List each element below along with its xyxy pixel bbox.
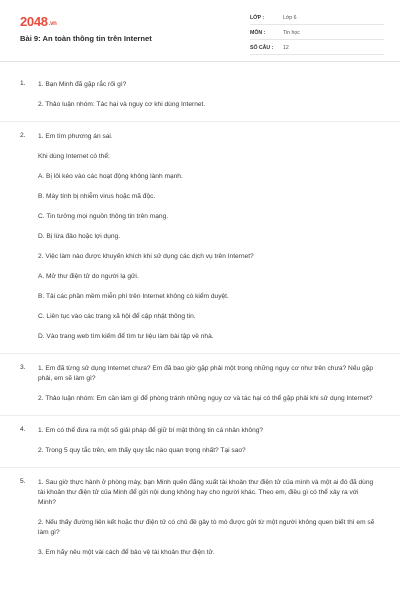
question-block [0,122,400,354]
meta-value: Lớp 6 [283,15,297,21]
question-line: C. Tin tưởng mọi nguồn thông tin trên mạng. [38,213,169,220]
question-list [0,70,400,569]
logo-tld: .vn [48,21,57,27]
question-body [38,478,376,558]
question-line: B. Tải các phần mềm miễn phí trên Internet không có kiểm duyệt. [38,293,229,300]
question-block [0,70,400,122]
meta-row-count [250,42,384,55]
question-number: 3. [20,364,26,371]
question-line: 2. Thảo luận nhóm: Em cần làm gì để phòng tránh những nguy cơ và tác hại có thể gặp phải khi sử dụng Internet? [38,395,373,402]
question-line: B. Máy tính bị nhiễm virus hoặc mã độc. [38,193,156,200]
question-line: 2. Việc làm nào được khuyến khích khi sử dụng các dịch vụ trên Internet? [38,253,254,260]
question-body [38,132,376,342]
question-number: 2. [20,132,26,139]
meta-table [250,12,384,57]
page-title: Bài 9: An toàn thông tin trên Internet [20,34,152,43]
question-line: Khi dùng Internet có thể: [38,153,110,160]
question-line: 1. Em có thể đưa ra một số giải pháp để giữ bí mật thông tin cá nhân không? [38,427,264,434]
page-header [0,0,400,62]
question-line: A. Bị lôi kéo vào các hoạt động không lành mạnh. [38,173,183,180]
question-number: 5. [20,478,26,485]
question-line: D. Vào trang web tìm kiếm để tìm tư liệu làm bài tập về nhà. [38,333,214,340]
question-line: C. Liên tục vào các trang xã hội để cập nhật thông tin. [38,313,196,320]
meta-key: SỐ CÂU : [250,45,274,51]
question-block [0,416,400,468]
question-line: 1. Em đã từng sử dụng Internet chưa? Em đã bao giờ gặp phải một trong những nguy cơ như trên chưa? Nếu gặp phải, em sẽ làm gì? [38,365,373,382]
logo-text: 2048 [20,14,48,29]
question-line: 2. Thảo luận nhóm: Tác hại và nguy cơ khi dùng Internet. [38,101,206,108]
question-body [38,426,376,456]
question-line: A. Mở thư điện tử do người lạ gửi. [38,273,139,280]
question-body [38,364,376,404]
question-line: 3. Em hãy nêu một vài cách để bảo vệ tài khoản thư điện tử. [38,549,215,556]
site-logo[interactable] [20,14,57,29]
question-line: 1. Bạn Minh đã gặp rắc rối gì? [38,81,127,88]
meta-key: LỚP : [250,15,265,21]
meta-row-grade [250,12,384,25]
question-line: 2. Nếu thấy đường liên kết hoặc thư điện tử có chủ đề gây tò mò được gửi từ một người không quen biết thì em sẽ làm gì? [38,519,375,536]
question-body [38,80,376,110]
meta-value: Tin học [283,30,300,36]
question-line: 1. Sau giờ thực hành ở phòng máy, bạn Minh quên đăng xuất tài khoản thư điện tử của mình và một ai đó đã dùng tài khoản thư điện tử của Minh để gửi nội dung không hay cho người khác. Theo em, điều gì có thể xảy ra với Minh? [38,479,374,506]
meta-key: MÔN : [250,30,266,36]
question-number: 4. [20,426,26,433]
question-line: 2. Trong 5 quy tắc trên, em thấy quy tắc nào quan trọng nhất? Tại sao? [38,447,246,454]
question-number: 1. [20,80,26,87]
meta-value: 12 [283,45,289,51]
question-line: 1. Em tìm phương án sai. [38,133,113,140]
question-block [0,468,400,569]
question-block [0,354,400,416]
question-line: D. Bị lừa đảo hoặc lợi dụng. [38,233,121,240]
meta-row-subject [250,27,384,40]
